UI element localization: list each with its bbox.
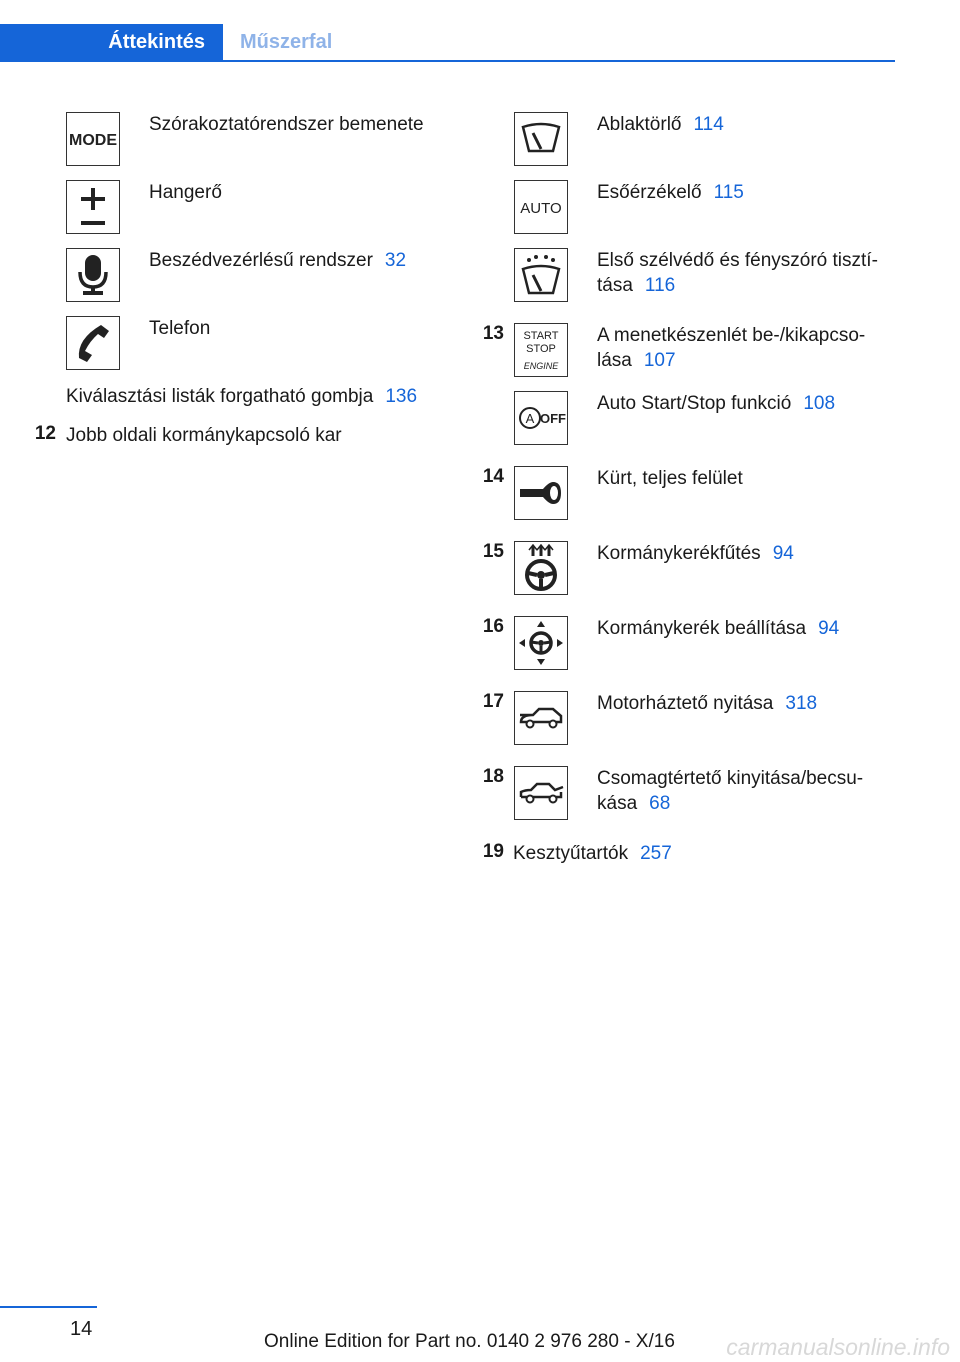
page-ref-link[interactable]: 114 <box>693 114 724 135</box>
washer-icon <box>514 248 568 302</box>
list-item: Kormánykerékfűtés 94 <box>597 543 794 564</box>
hood-icon <box>514 691 568 745</box>
knob-description: Kiválasztási listák forgatható gombja 136 <box>66 386 418 407</box>
engine-label: ENGINE <box>523 361 559 371</box>
start-stop-icon <box>514 323 568 377</box>
list-item: Kormánykerék beállítása 94 <box>597 618 840 639</box>
rain-sensor-icon <box>514 180 568 234</box>
horn-icon <box>514 466 568 520</box>
item-number: 14 <box>482 466 504 487</box>
list-item: Csomagtértető kinyitása/becsu- kása 68 <box>597 768 864 814</box>
header-divider <box>0 60 895 62</box>
page-ref-link[interactable]: 115 <box>713 182 744 203</box>
phone-icon <box>66 316 120 370</box>
list-item: Motorháztető nyitása 318 <box>597 693 818 714</box>
item-number: 13 <box>482 323 504 344</box>
list-item: Auto Start/Stop funkció 108 <box>597 393 836 414</box>
item-number: 18 <box>482 766 504 787</box>
page-ref-link[interactable]: 94 <box>772 543 794 564</box>
item-title: Jobb oldali kormánykapcsoló kar <box>66 425 342 446</box>
off-label: OFF <box>540 411 566 426</box>
page-ref-link[interactable]: 116 <box>644 275 676 296</box>
item-number: 19 <box>482 841 504 862</box>
item-title: Kesztyűtartók 257 <box>513 843 672 864</box>
header-bar <box>0 24 895 60</box>
list-item: Szórakoztatórendszer bemenete <box>149 114 424 135</box>
list-item: Kürt, teljes felület <box>597 468 743 489</box>
auto-label: AUTO <box>520 200 562 217</box>
item-number: 17 <box>482 691 504 712</box>
list-item: Ablaktörlő 114 <box>597 114 724 135</box>
page-ref-link[interactable]: 318 <box>785 693 818 714</box>
list-item: Első szélvédő és fényszóró tisztí- tása 116 <box>597 250 878 296</box>
list-item: A menetkészenlét be-/kikapcso- lása 107 <box>597 325 866 371</box>
tab-overview[interactable]: Áttekintés <box>0 24 223 61</box>
item-number: 12 <box>34 423 56 444</box>
page-ref-link[interactable]: 68 <box>649 793 671 814</box>
mode-icon-text: MODE <box>69 132 117 149</box>
item-number: 15 <box>482 541 504 562</box>
footer-divider <box>0 1306 97 1308</box>
start-label: START <box>523 330 559 342</box>
trunk-icon <box>514 766 568 820</box>
page-ref-link[interactable]: 108 <box>803 393 836 414</box>
page-ref-link[interactable]: 32 <box>384 250 407 271</box>
item-number: 16 <box>482 616 504 637</box>
edition-text: Online Edition for Part no. 0140 2 976 280 - X/16 <box>264 1331 675 1352</box>
voice-control-icon <box>66 248 120 302</box>
page-ref-link[interactable]: 257 <box>640 843 672 864</box>
auto-letter: A <box>525 411 535 426</box>
steering-heat-icon <box>514 541 568 595</box>
stop-label: STOP <box>526 343 556 355</box>
page-number: 14 <box>70 1318 93 1340</box>
page-ref-link[interactable]: 107 <box>643 350 676 371</box>
auto-start-stop-off-icon <box>514 391 568 445</box>
list-item: Telefon <box>149 318 211 339</box>
page-ref-link[interactable]: 94 <box>818 618 840 639</box>
page-ref-link[interactable]: 136 <box>385 386 418 407</box>
tab-dashboard[interactable]: Műszerfal <box>240 31 333 53</box>
steering-adjust-icon <box>514 616 568 670</box>
wiper-icon <box>514 112 568 166</box>
list-item: Beszédvezérlésű rendszer 32 <box>149 250 407 271</box>
watermark: carmanualsonline.info <box>726 1334 950 1360</box>
list-item: Esőérzékelő 115 <box>597 182 744 203</box>
mode-icon <box>66 112 120 166</box>
list-item: Hangerő <box>149 182 222 203</box>
volume-icon <box>66 180 120 234</box>
